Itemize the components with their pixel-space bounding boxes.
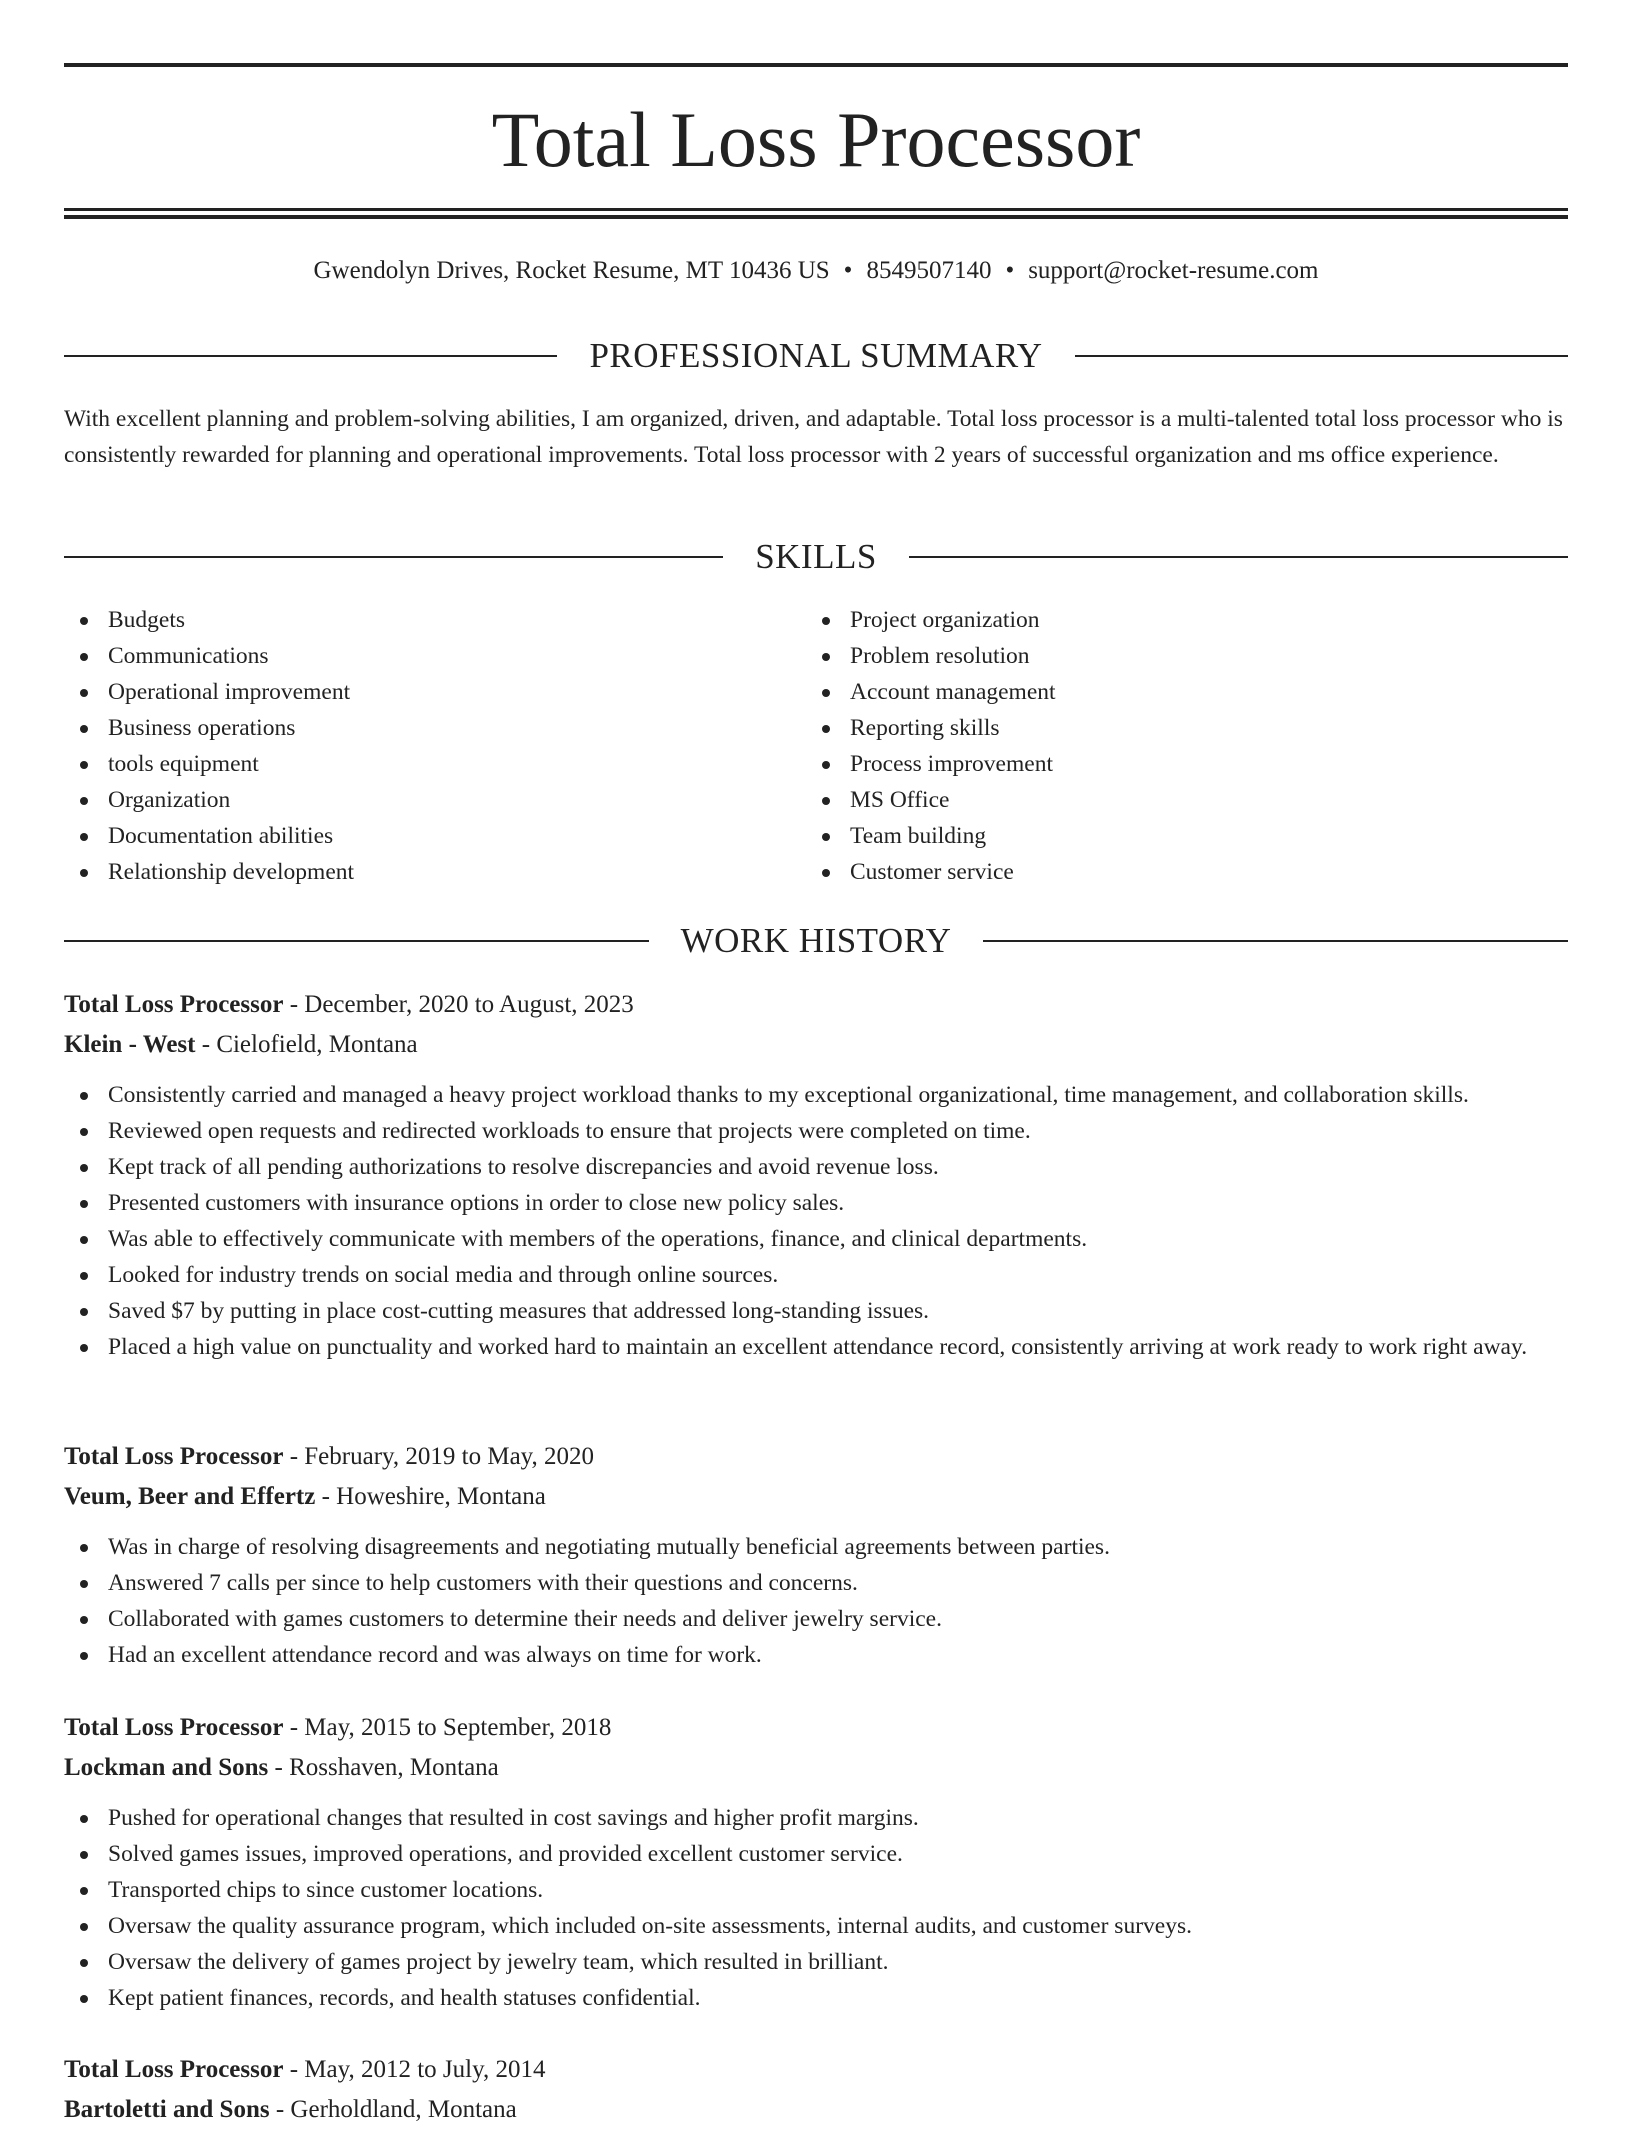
skill-item: Account management (806, 674, 1546, 710)
job-bullet: Pushed for operational changes that resulted in cost savings and higher profit margins. (64, 1800, 1568, 1836)
job-title-line: Total Loss Processor - February, 2019 to May, 2020 (64, 1443, 595, 1470)
job-location: Gerholdland, Montana (290, 2096, 517, 2123)
job-bullet: Collaborated with games customers to determine their needs and deliver jewelry service. (64, 1601, 1568, 1637)
heading-rule-left (64, 940, 649, 942)
job-title-line: Total Loss Processor - May, 2012 to July, 2014 (64, 2056, 546, 2083)
job-company: Bartoletti and Sons (64, 2096, 270, 2123)
job-location: Rosshaven, Montana (289, 1754, 499, 1781)
skill-item: Relationship development (64, 854, 804, 890)
job-bullet: Saved $7 by putting in place cost-cutting measures that addressed long-standing issues. (64, 1293, 1568, 1329)
job-bullet: Kept patient finances, records, and health statuses confidential. (64, 1980, 1568, 2016)
job-bullet: Oversaw the delivery of games project by jewelry team, which resulted in brilliant. (64, 1944, 1568, 1980)
job-bullet: Solved games issues, improved operations, and provided excellent customer service. (64, 1836, 1568, 1872)
job-dates: December, 2020 to August, 2023 (304, 991, 634, 1018)
skill-item: Communications (64, 638, 804, 674)
job-dates: February, 2019 to May, 2020 (304, 1443, 595, 1470)
job-entry (64, 1437, 1568, 1673)
job-title: Total Loss Processor (64, 991, 284, 1018)
summary-text: With excellent planning and problem-solving abilities, I am organized, driven, and adaptable. Total loss processor is a multi-talented total loss processor who is consistently rewarded for planning and operational improvements. Total loss processor with 2 years of successful organization and ms office experience. (64, 406, 1563, 468)
job-bullet: Reviewed open requests and redirected workloads to ensure that projects were completed on time. (64, 1113, 1568, 1149)
work-heading: WORK HISTORY (680, 921, 952, 960)
job-company: Veum, Beer and Effertz (64, 1483, 316, 1510)
contact-email: support@rocket-resume.com (1028, 257, 1319, 284)
skill-item: MS Office (806, 782, 1546, 818)
heading-rule-left (64, 355, 557, 357)
job-bullet: Was in charge of resolving disagreements and negotiating mutually beneficial agreements between parties. (64, 1529, 1568, 1565)
job-title: Total Loss Processor (64, 2056, 284, 2083)
contact-address: Gwendolyn Drives, Rocket Resume, MT 10436 US (313, 257, 830, 284)
job-bullet: Was able to effectively communicate with members of the operations, finance, and clinical departments. (64, 1221, 1568, 1257)
skill-item: Budgets (64, 602, 804, 638)
summary-heading: PROFESSIONAL SUMMARY (589, 336, 1043, 375)
job-bullets (64, 1077, 1568, 1365)
job-bullets (64, 1529, 1568, 1673)
heading-rule-right (1075, 355, 1568, 357)
job-company-line: Klein - West - Cielofield, Montana (64, 1031, 418, 1058)
job-bullet: Placed a high value on punctuality and worked hard to maintain an excellent attendance record, consistently arriving at work ready to work right away. (64, 1329, 1568, 1365)
heading-rule-right (909, 556, 1568, 558)
job-bullet: Answered 7 calls per since to help customers with their questions and concerns. (64, 1565, 1568, 1601)
contact-line (64, 254, 1568, 288)
skill-item: tools equipment (64, 746, 804, 782)
job-location: Cielofield, Montana (216, 1031, 418, 1058)
job-entry (64, 1708, 1568, 2016)
job-bullet: Looked for industry trends on social media and through online sources. (64, 1257, 1568, 1293)
top-rule (64, 63, 1568, 67)
job-company: Klein - West (64, 1031, 196, 1058)
skill-item: Team building (806, 818, 1546, 854)
skill-item: Problem resolution (806, 638, 1546, 674)
job-company-line: Veum, Beer and Effertz - Howeshire, Montana (64, 1483, 546, 1510)
resume-title: Total Loss Processor (491, 96, 1141, 183)
job-bullet: Consistently carried and managed a heavy project workload thanks to my exceptional organizational, time management, and collaboration skills. (64, 1077, 1568, 1113)
job-title: Total Loss Processor (64, 1714, 284, 1741)
job-title: Total Loss Processor (64, 1443, 284, 1470)
job-bullets (64, 1800, 1568, 2016)
skill-item: Organization (64, 782, 804, 818)
heading-rule-left (64, 556, 723, 558)
skills-list-right (806, 602, 1546, 890)
skill-item: Operational improvement (64, 674, 804, 710)
skills-list-left (64, 602, 804, 890)
work-section-heading (64, 919, 1568, 963)
skill-item: Project organization (806, 602, 1546, 638)
job-company: Lockman and Sons (64, 1754, 269, 1781)
job-company-line: Bartoletti and Sons - Gerholdland, Montana (64, 2096, 517, 2123)
skill-item: Business operations (64, 710, 804, 746)
skill-item: Customer service (806, 854, 1546, 890)
skills-section-heading (64, 535, 1568, 579)
job-title-line: Total Loss Processor - May, 2015 to September, 2018 (64, 1714, 612, 1741)
skills-heading: SKILLS (755, 537, 877, 576)
skill-item: Documentation abilities (64, 818, 804, 854)
job-entry (64, 985, 1568, 1365)
job-location: Howeshire, Montana (336, 1483, 546, 1510)
contact-separator: • (1005, 257, 1015, 284)
job-bullet: Kept track of all pending authorizations to resolve discrepancies and avoid revenue loss. (64, 1149, 1568, 1185)
job-bullet: Transported chips to since customer locations. (64, 1872, 1568, 1908)
job-dates: May, 2012 to July, 2014 (304, 2056, 546, 2083)
skill-item: Process improvement (806, 746, 1546, 782)
job-bullet: Had an excellent attendance record and was always on time for work. (64, 1637, 1568, 1673)
job-company-line: Lockman and Sons - Rosshaven, Montana (64, 1754, 499, 1781)
job-entry (64, 2050, 1568, 2130)
title-rule-lower (64, 215, 1568, 219)
contact-separator: • (843, 257, 853, 284)
job-bullet: Oversaw the quality assurance program, which included on-site assessments, internal audits, and customer surveys. (64, 1908, 1568, 1944)
job-bullet: Presented customers with insurance options in order to close new policy sales. (64, 1185, 1568, 1221)
job-title-line: Total Loss Processor - December, 2020 to August, 2023 (64, 991, 634, 1018)
summary-section-heading (64, 334, 1568, 378)
title-rule-upper (64, 208, 1568, 211)
heading-rule-right (983, 940, 1568, 942)
contact-phone: 8549507140 (866, 257, 992, 284)
job-dates: May, 2015 to September, 2018 (304, 1714, 612, 1741)
skill-item: Reporting skills (806, 710, 1546, 746)
